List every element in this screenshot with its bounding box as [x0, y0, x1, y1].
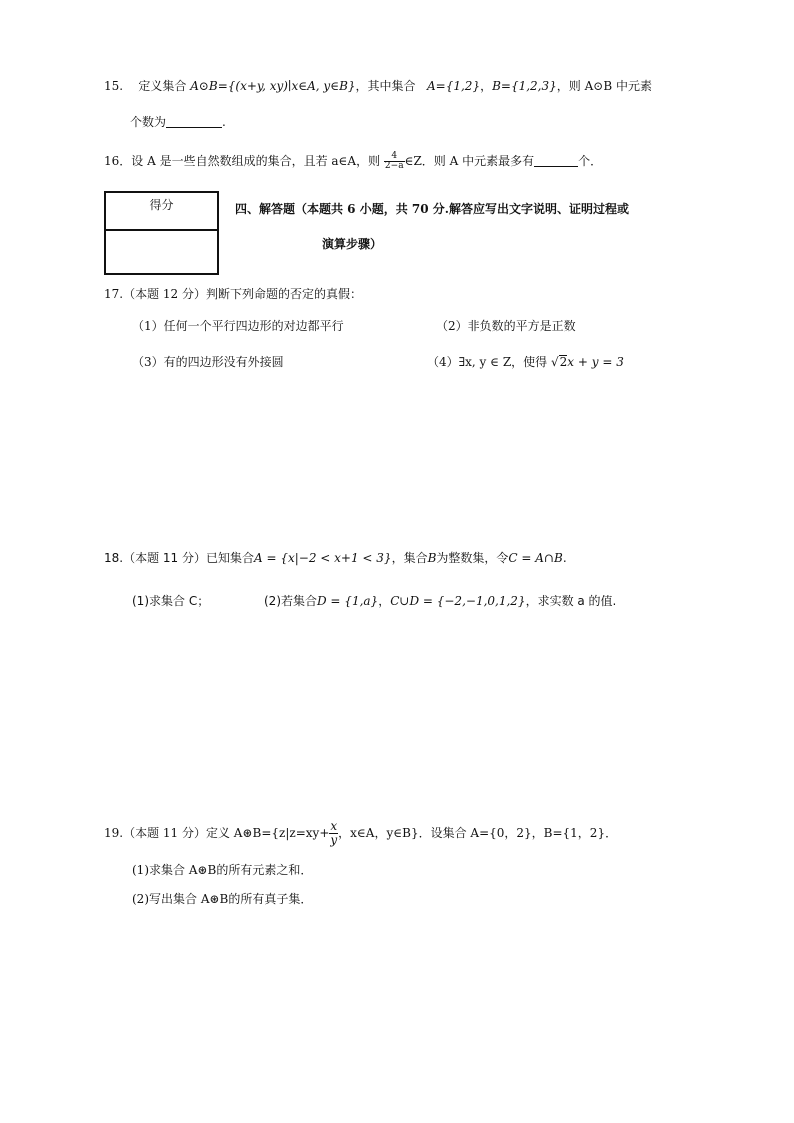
q18-part2-a: (2)若集合 [264, 594, 317, 608]
q18-set-a: A = {x|−2 < x+1 < 3} [253, 551, 392, 565]
q17-heading-text: 17.（本题 12 分）判断下列命题的否定的真假： [104, 287, 362, 301]
q19-part2-text: (2)写出集合 A⊛B的所有真子集． [132, 892, 313, 906]
q18-set-c: C = A∩B [508, 551, 563, 565]
q19-heading-a: 19.（本题 11 分）定义 A⊛B={z|z=xy+ [104, 826, 330, 840]
q18-part2 [264, 593, 616, 609]
q17-item4-sqrt: 2 [559, 355, 568, 369]
q19-part2 [132, 891, 312, 907]
q18-part1 [132, 593, 209, 609]
q17-item4-text-a: （4）∃x, y ∈ Z，使得 [427, 355, 548, 369]
score-label: 得分 [106, 193, 217, 231]
q17-item3-text: （3）有的四边形没有外接圆 [132, 355, 284, 369]
q17-item2 [436, 318, 576, 334]
q17-item1 [132, 318, 344, 334]
q18-part2-c: ，求实数 a 的值. [525, 594, 617, 608]
score-box [104, 191, 219, 275]
q17-heading [104, 286, 362, 302]
q18-heading-end: . [562, 551, 567, 565]
q19-frac-num: x [330, 819, 338, 833]
q19-part1-text: (1)求集合 A⊛B的所有元素之和． [132, 863, 313, 877]
score-entry-area[interactable] [106, 231, 217, 273]
q19-heading [104, 820, 617, 847]
section4-title2-text: 演算步骤） [322, 237, 383, 251]
q16-text-a: 16．设 A 是一些自然数组成的集合，且若 a∈A，则 [104, 154, 381, 168]
q17-item4-text-b: x + y = 3 [567, 355, 624, 369]
q17-item1-text: （1）任何一个平行四边形的对边都平行 [132, 319, 344, 333]
q19-fraction [329, 820, 338, 847]
q18-union: C∪D = {−2,−1,0,1,2} [390, 594, 526, 608]
q16-end: 个． [578, 154, 603, 168]
q15-definition: A⊙B={(x+y, xy)∣x∈A, y∈B} [190, 79, 356, 93]
q15-set-a: A={1,2} [427, 79, 481, 93]
section4-title-line2 [322, 236, 382, 252]
q16-frac-den: 2−a [384, 161, 404, 171]
q15-text-c: ，则 A⊙B 中元素 [556, 79, 652, 93]
q16-answer-blank[interactable] [534, 154, 578, 167]
q18-part1-text: (1)求集合 C； [132, 594, 210, 608]
q19-heading-b: ，x∈A，y∈B}．设集合 A={0，2}，B={1，2}． [338, 826, 618, 840]
q19-frac-den: y [330, 833, 338, 847]
q15-line2 [130, 114, 226, 130]
q15-end: . [222, 115, 226, 129]
q18-heading-b: ，集合 [391, 551, 428, 565]
q16-line [104, 150, 602, 172]
q17-item3 [132, 354, 284, 370]
q15-answer-blank[interactable] [166, 115, 222, 128]
q18-heading [104, 550, 567, 566]
q15-count-label: 个数为 [130, 115, 167, 129]
q16-frac-num: 4 [384, 152, 405, 162]
q16-fraction [384, 152, 405, 171]
section4-title-text: 四、解答题（本题共 6 小题，共 70 分.解答应写出文字说明、证明过程或 [235, 202, 629, 216]
q18-heading-c: 为整数集，令 [436, 551, 509, 565]
q15-sep: ， [480, 79, 493, 93]
q15-line1 [104, 78, 652, 94]
q18-heading-a: 18.（本题 11 分）已知集合 [104, 551, 254, 565]
q17-item2-text: （2）非负数的平方是正数 [436, 319, 576, 333]
q17-item4: （4）∃x, y ∈ Z，使得 √2x + y = 3 [427, 355, 624, 369]
q19-part1 [132, 862, 312, 878]
q16-text-b: ∈Z．则 A 中元素最多有 [404, 154, 535, 168]
section4-title [235, 201, 629, 217]
q15-number: 15. [104, 79, 124, 93]
q18-set-b: B [427, 551, 437, 565]
q15-text-b: ，其中集合 [355, 79, 416, 93]
q18-set-d: D = {1,a} [317, 594, 379, 608]
q15-text-a: 定义集合 [138, 79, 187, 93]
q18-part2-b: ， [378, 594, 391, 608]
q15-set-b: B={1,2,3} [492, 79, 557, 93]
